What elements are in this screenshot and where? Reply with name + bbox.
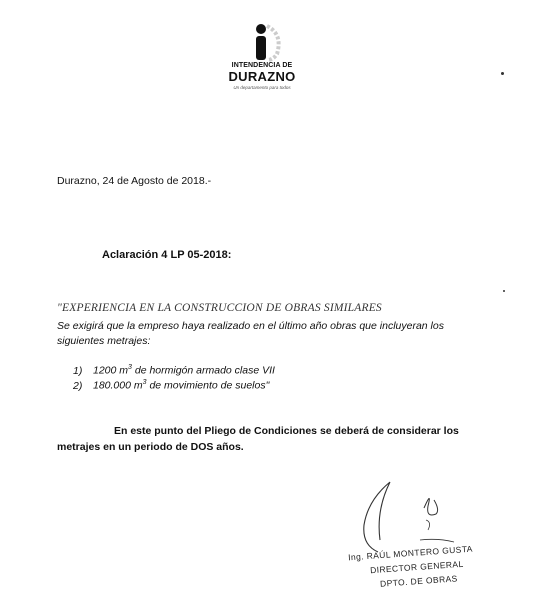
- quote-title: "EXPERIENCIA EN LA CONSTRUCCION DE OBRAS SIMILARES: [57, 302, 382, 314]
- signatory-name: Ing. RAÚL MONTERO GUSTA: [347, 543, 474, 563]
- logo-text-durazno: DURAZNO: [228, 69, 296, 84]
- letter-date: Durazno, 24 de Agosto de 2018.-: [57, 175, 212, 187]
- scan-speck: [501, 72, 504, 75]
- list-item-text: 180.000 m: [93, 379, 143, 392]
- clarification-line-2: metrajes en un periodo de DOS años.: [57, 441, 244, 453]
- logo-text-intendencia: INTENDENCIA DE: [231, 62, 293, 69]
- list-item-text-rest: de movimiento de suelos": [146, 379, 270, 392]
- list-item-text: 1200 m: [93, 364, 129, 377]
- logo-emblem-icon: [239, 22, 285, 62]
- intendencia-logo: [222, 22, 302, 94]
- list-item: [73, 379, 269, 392]
- requirement-line-2: siguientes metrajes:: [57, 335, 151, 347]
- signatory-department: DPTO. DE OBRAS: [379, 573, 458, 589]
- signature-block: [328, 470, 528, 600]
- list-item-number: 1): [73, 364, 83, 377]
- logo-tagline: Un departamento para todos: [233, 85, 291, 90]
- list-item: [73, 364, 275, 377]
- list-item-superscript: 3: [142, 379, 147, 386]
- scan-speck: [503, 290, 505, 292]
- letter-heading: Aclaración 4 LP 05-2018:: [102, 249, 232, 261]
- list-item-number: 2): [73, 379, 83, 392]
- list-item-text-rest: de hormigón armado clase VII: [131, 364, 275, 377]
- list-item-superscript: 3: [128, 364, 132, 371]
- requirement-line-1: Se exigirá que la empreso haya realizado en el último año obras que incluyeran los: [57, 320, 444, 332]
- signatory-title: DIRECTOR GENERAL: [369, 558, 464, 576]
- clarification-line-1: En este punto del Pliego de Condiciones se deberá de considerar los: [114, 425, 459, 437]
